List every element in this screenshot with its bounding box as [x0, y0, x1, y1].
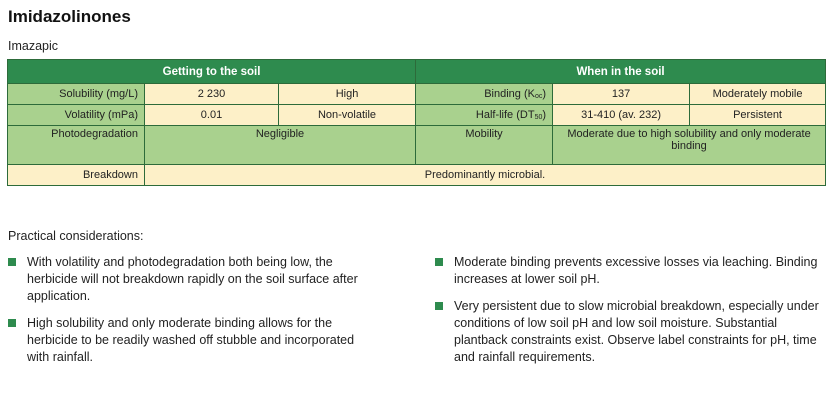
bullet-square-icon — [8, 319, 16, 327]
list-item: High solubility and only moderate binding allows for the herbicide to be readily washed off stubble and incorporated with rainfall. — [8, 315, 378, 366]
solubility-rating: High — [279, 84, 416, 105]
soil-properties-table — [7, 59, 826, 186]
breakdown-label: Breakdown — [8, 165, 145, 186]
binding-rating: Moderately mobile — [690, 84, 826, 105]
mobility-value: Moderate due to high solubility and only moderate binding — [553, 126, 826, 165]
header-when-in-soil: When in the soil — [416, 60, 826, 84]
list-item: With volatility and photodegradation both being low, the herbicide will not breakdown rapidly on the soil surface after application. — [8, 254, 378, 305]
binding-value: 137 — [553, 84, 690, 105]
table-row — [8, 126, 826, 165]
left-bullet-list — [8, 254, 378, 366]
right-bullet-list — [435, 254, 820, 366]
volatility-value: 0.01 — [145, 105, 279, 126]
solubility-label: Solubility (mg/L) — [8, 84, 145, 105]
page-title: Imidazolinones — [8, 7, 131, 26]
mobility-label: Mobility — [416, 126, 553, 165]
table-row — [8, 105, 826, 126]
volatility-rating: Non-volatile — [279, 105, 416, 126]
halflife-label: Half-life $(DT_{50})$ — [416, 105, 553, 126]
table-row — [8, 165, 826, 186]
list-item: Very persistent due to slow microbial breakdown, especially under conditions of low soil pH and low soil moisture. Substantial plantback constraints exist. Observe label constraints for pH, time and rainfall requirements. — [435, 298, 820, 366]
header-getting-to-soil: Getting to the soil — [8, 60, 416, 84]
solubility-value: 2 230 — [145, 84, 279, 105]
table-row — [8, 84, 826, 105]
practical-heading: Practical considerations: — [8, 229, 144, 243]
photodegradation-value: Negligible — [145, 126, 416, 165]
volatility-label: Volatility (mPa) — [8, 105, 145, 126]
bullet-square-icon — [8, 258, 16, 266]
halflife-value: 31-410 (av. 232) — [553, 105, 690, 126]
binding-label: Binding $(K_{oc})$ — [416, 84, 553, 105]
list-item: Moderate binding prevents excessive losses via leaching. Binding increases at lower soil pH. — [435, 254, 820, 288]
herbicide-name: Imazapic — [8, 39, 59, 53]
breakdown-value: Predominantly microbial. — [145, 165, 826, 186]
bullet-square-icon — [435, 302, 443, 310]
photodegradation-label: Photodegradation — [8, 126, 145, 165]
halflife-rating: Persistent — [690, 105, 826, 126]
bullet-square-icon — [435, 258, 443, 266]
